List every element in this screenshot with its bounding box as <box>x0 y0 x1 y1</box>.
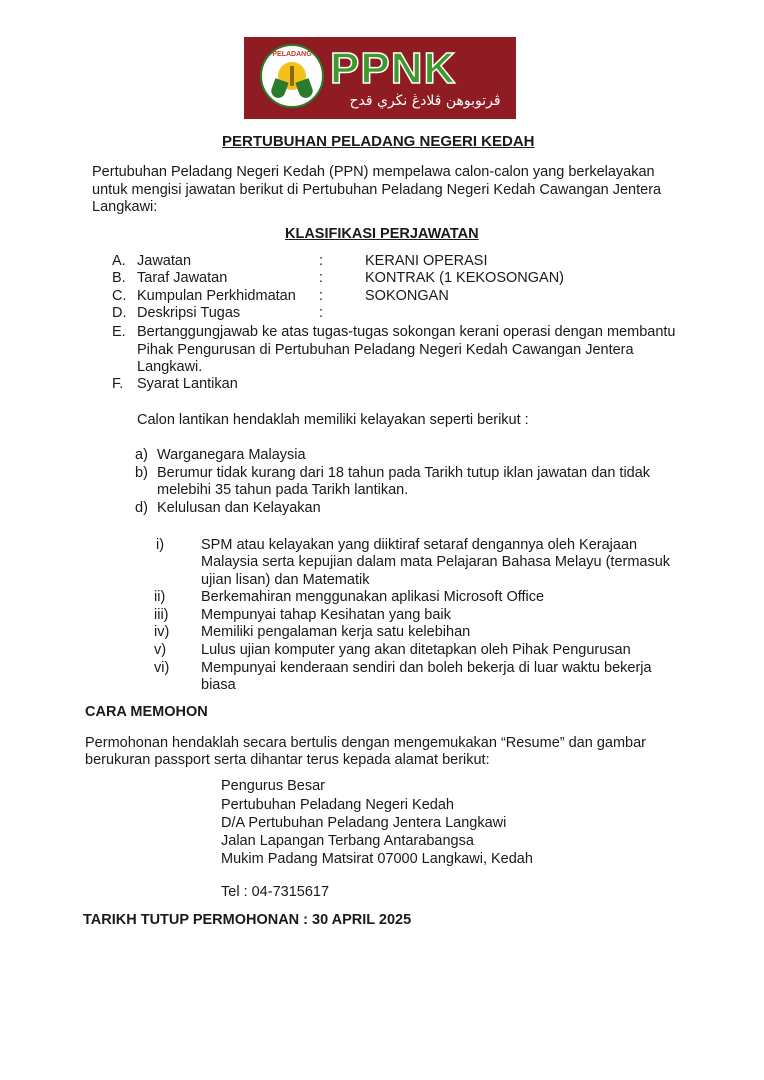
row-colon: : <box>319 270 324 286</box>
qualification-line: Malaysia serta kepujian dalam mata Pelajaran Bahasa Melayu (termasuk <box>201 554 671 570</box>
intro-line-2: untuk mengisi jawatan berikut di Pertubuhan Peladang Negeri Kedah Cawangan Jentera <box>92 182 662 198</box>
address-line: D/A Pertubuhan Peladang Jentera Langkawi <box>221 815 507 831</box>
row-letter: C. <box>112 288 127 304</box>
hand-left-icon <box>269 78 288 100</box>
intro-line-1: Pertubuhan Peladang Negeri Kedah (PPN) mempelawa calon-calon yang berkelayakan <box>92 164 655 180</box>
qualification-marker: i) <box>156 537 165 553</box>
item-e-line-3: Langkawi. <box>137 359 203 375</box>
address-line: Pertubuhan Peladang Negeri Kedah <box>221 797 454 813</box>
item-f-label: Syarat Lantikan <box>137 376 238 392</box>
header-banner <box>244 37 516 119</box>
apply-line-1: Permohonan hendaklah secara bertulis dengan mengemukakan “Resume” dan gambar <box>85 735 647 751</box>
qualification-line: Lulus ujian komputer yang akan ditetapkan oleh Pihak Pengurusan <box>201 642 631 658</box>
closing-date: TARIKH TUTUP PERMOHONAN : 30 APRIL 2025 <box>83 912 412 928</box>
brand-name: PPNK <box>330 44 457 93</box>
qualification-marker: iii) <box>154 607 169 623</box>
hand-right-icon <box>295 78 314 100</box>
qualification-line: ujian lisan) dan Matematik <box>201 572 370 588</box>
qualification-marker: ii) <box>154 589 166 605</box>
item-e-line-2: Pihak Pengurusan di Pertubuhan Peladang Negeri Kedah Cawangan Jentera <box>137 342 634 358</box>
document-title: PERTUBUHAN PELADANG NEGERI KEDAH <box>222 133 535 150</box>
requirement-line: melebihi 35 tahun pada Tarikh lantikan. <box>157 482 409 498</box>
qualification-line: Berkemahiran menggunakan aplikasi Microsoft Office <box>201 589 545 605</box>
requirement-marker: a) <box>135 447 148 463</box>
row-colon: : <box>319 305 324 321</box>
seal-text: PELADANG <box>272 51 312 58</box>
brand-arabic: ڤرتوبوهن ڤلادڠ نڬري قدح <box>349 93 501 109</box>
intro-line-3: Langkawi: <box>92 199 158 215</box>
qualification-marker: vi) <box>154 660 170 676</box>
row-label: Deskripsi Tugas <box>137 305 241 321</box>
logo-seal-icon <box>260 44 324 108</box>
item-e-line-1: Bertanggungjawab ke atas tugas-tugas sokongan kerani operasi dengan membantu <box>137 324 676 340</box>
qualification-line: biasa <box>201 677 236 693</box>
row-label: Taraf Jawatan <box>137 270 228 286</box>
requirement-marker: d) <box>135 500 148 516</box>
requirement-marker: b) <box>135 465 148 481</box>
qualification-line: Mempunyai tahap Kesihatan yang baik <box>201 607 451 623</box>
item-e-letter: E. <box>112 324 126 340</box>
row-letter: A. <box>112 253 126 269</box>
requirement-intro: Calon lantikan hendaklah memiliki kelayakan seperti berikut : <box>137 412 529 428</box>
requirement-line: Berumur tidak kurang dari 18 tahun pada Tarikh tutup iklan jawatan dan tidak <box>157 465 651 481</box>
paddy-stalk-icon <box>290 66 294 86</box>
row-letter: B. <box>112 270 126 286</box>
qualification-marker: v) <box>154 642 167 658</box>
row-label: Kumpulan Perkhidmatan <box>137 288 296 304</box>
address-line: Jalan Lapangan Terbang Antarabangsa <box>221 833 474 849</box>
telephone: Tel : 04-7315617 <box>221 884 330 900</box>
qualification-line: Memiliki pengalaman kerja satu kelebihan <box>201 624 471 640</box>
requirement-line: Warganegara Malaysia <box>157 447 306 463</box>
row-value: KERANI OPERASI <box>365 253 488 269</box>
requirement-line: Kelulusan dan Kelayakan <box>157 500 321 516</box>
row-label: Jawatan <box>137 253 192 269</box>
apply-title: CARA MEMOHON <box>85 704 208 720</box>
row-value: KONTRAK (1 KEKOSONGAN) <box>365 270 565 286</box>
qualification-line: Mempunyai kenderaan sendiri dan boleh bekerja di luar waktu bekerja <box>201 660 652 676</box>
qualification-marker: iv) <box>154 624 170 640</box>
address-line: Mukim Padang Matsirat 07000 Langkawi, Kedah <box>221 851 533 867</box>
row-colon: : <box>319 253 324 269</box>
section-title: KLASIFIKASI PERJAWATAN <box>285 226 479 242</box>
row-letter: D. <box>112 305 127 321</box>
row-value: SOKONGAN <box>365 288 449 304</box>
row-colon: : <box>319 288 324 304</box>
apply-line-2: berukuran passport serta dihantar terus kepada alamat berikut: <box>85 752 490 768</box>
qualification-line: SPM atau kelayakan yang diiktiraf setaraf dengannya oleh Kerajaan <box>201 537 638 553</box>
item-f-letter: F. <box>112 376 124 392</box>
address-line: Pengurus Besar <box>221 778 325 794</box>
